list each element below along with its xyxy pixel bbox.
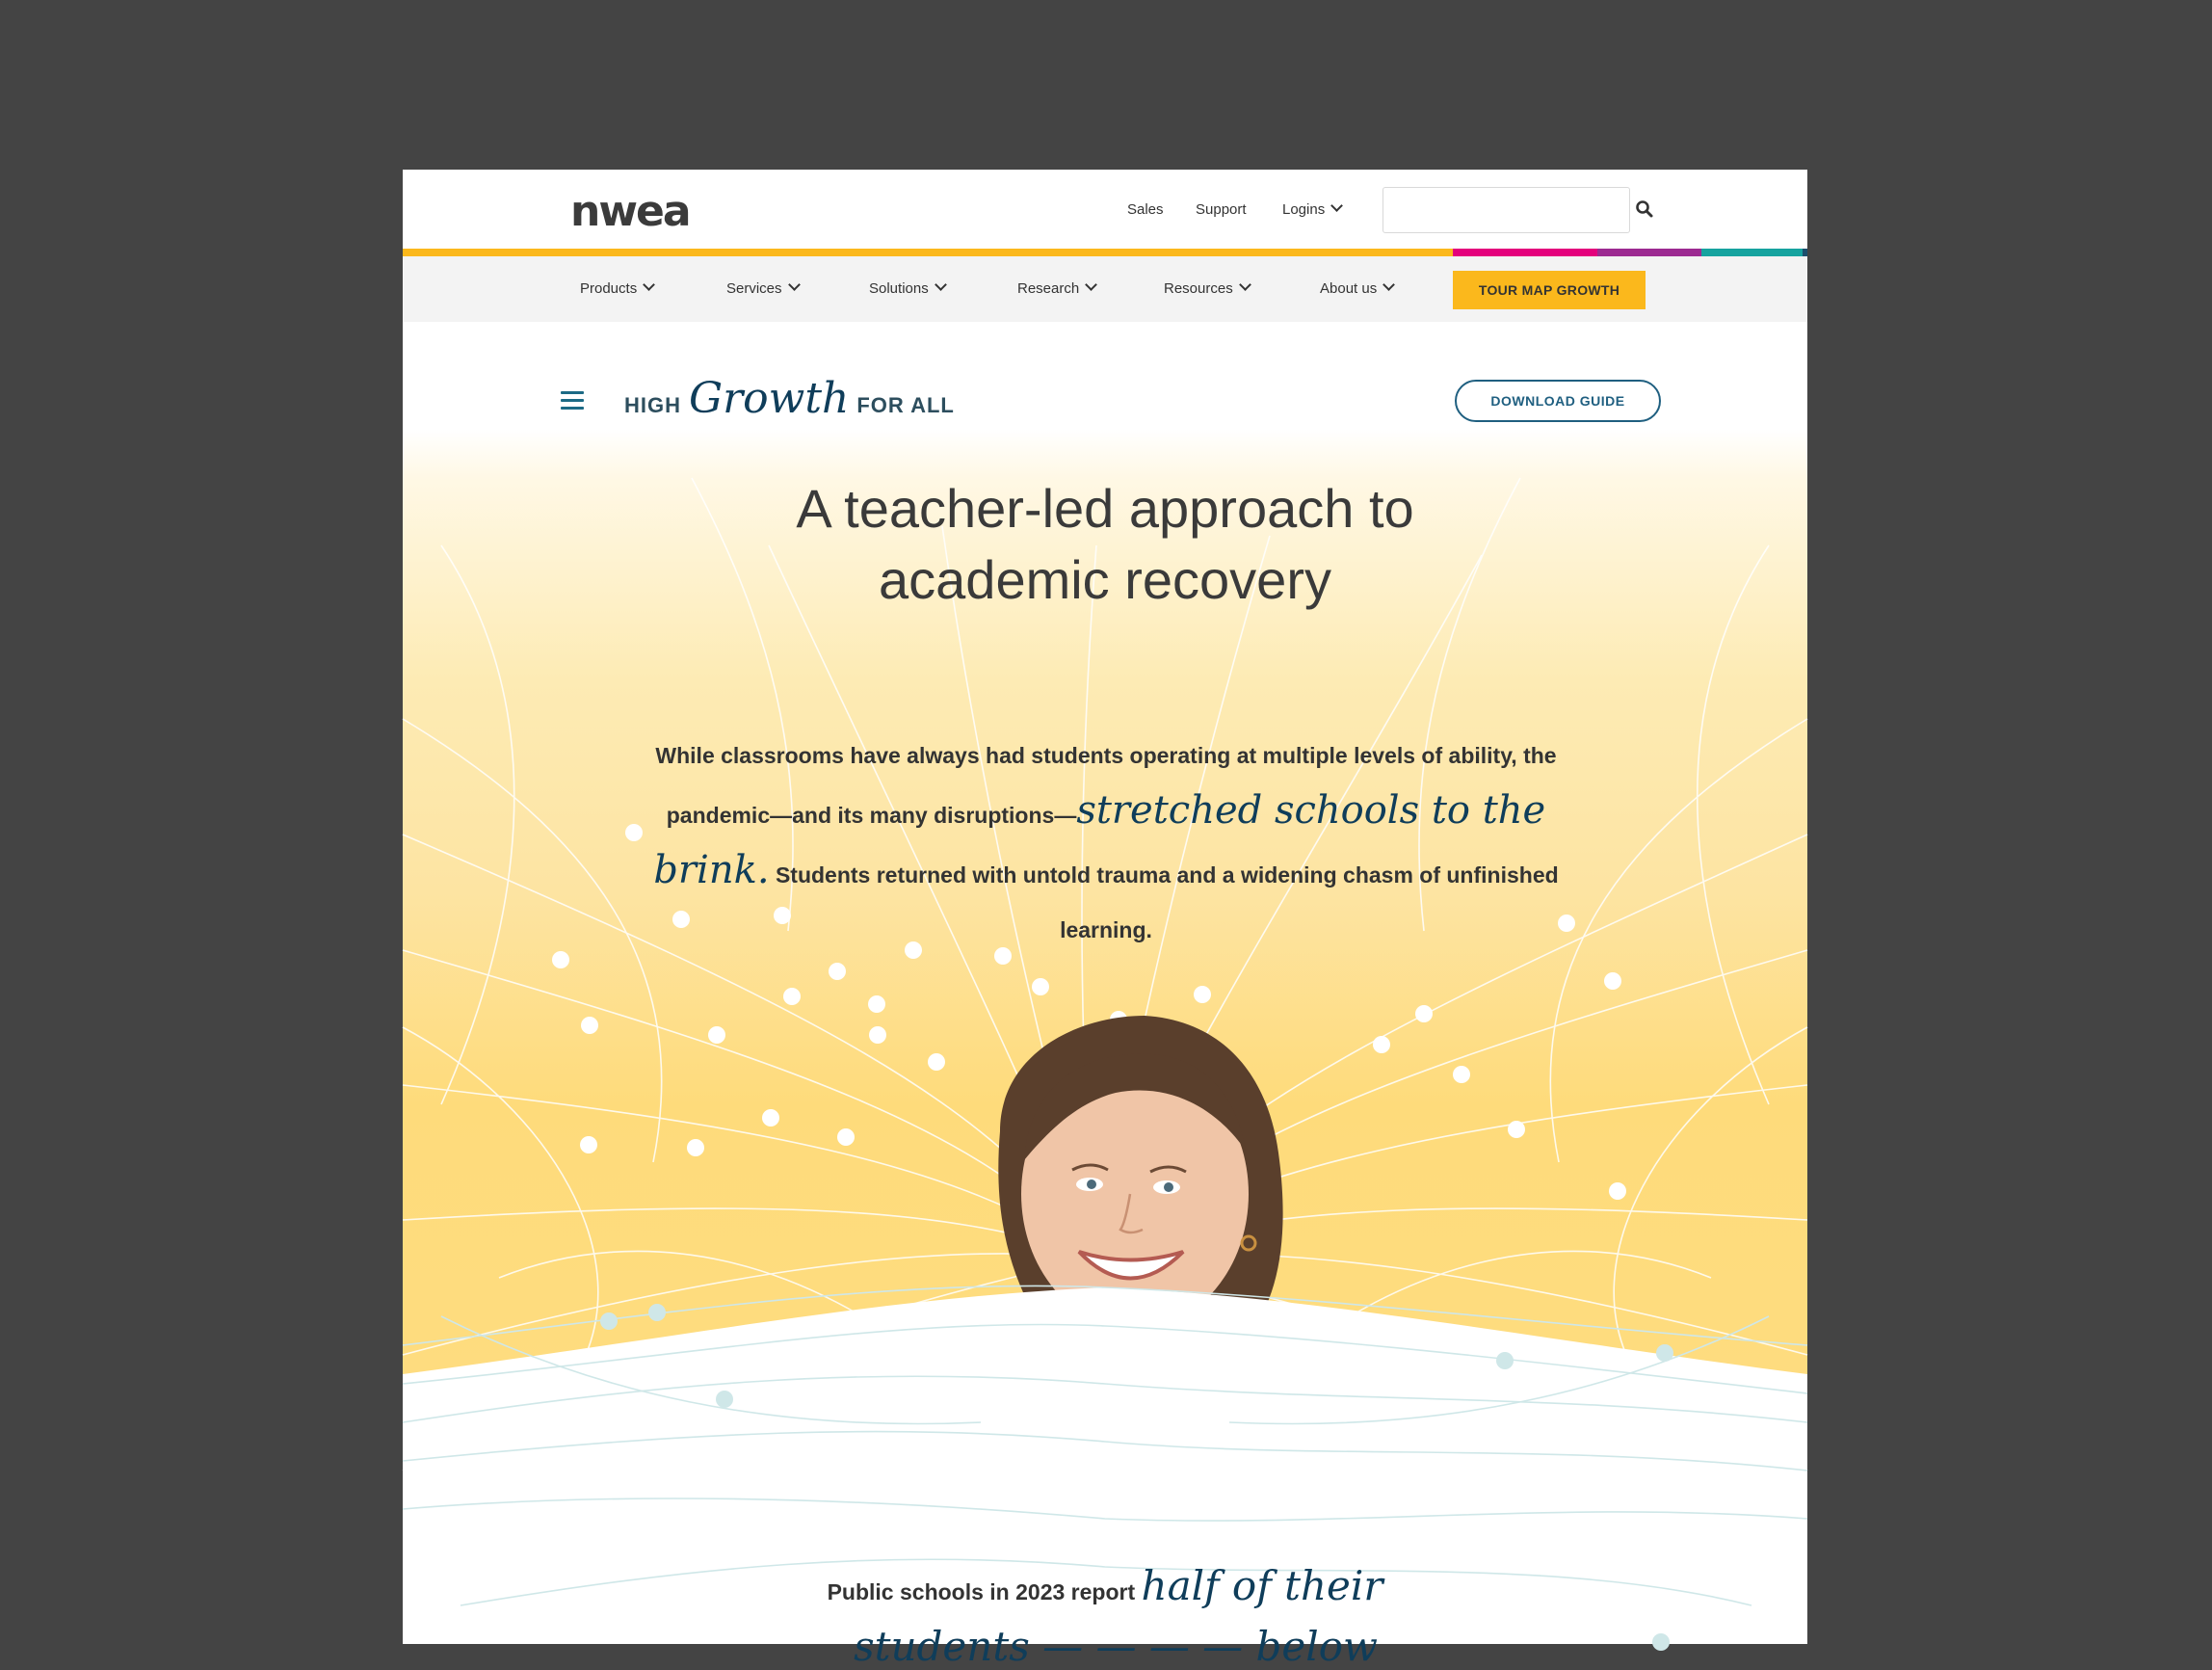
tour-map-growth-button[interactable]: TOUR MAP GROWTH <box>1453 271 1646 309</box>
chevron-down-icon <box>1085 278 1097 291</box>
campaign-title <box>624 374 955 424</box>
nav-services-label: Services <box>726 280 782 297</box>
nav-about-us-label: About us <box>1320 280 1378 297</box>
hero-heading-line2: academic recovery <box>879 549 1331 610</box>
nav-solutions-label: Solutions <box>869 280 929 297</box>
logins-label: Logins <box>1282 201 1326 218</box>
nav-solutions[interactable] <box>869 279 945 299</box>
nav-resources[interactable] <box>1164 279 1250 299</box>
stat-statement <box>692 1562 1518 1609</box>
campaign-high: HIGH <box>624 393 681 417</box>
nav-resources-label: Resources <box>1164 280 1233 297</box>
menu-hamburger-icon[interactable] <box>561 391 584 409</box>
download-guide-button[interactable]: DOWNLOAD GUIDE <box>1455 380 1661 422</box>
stripe-purple <box>1597 249 1701 256</box>
hero-paragraph-part2: Students returned with untold trauma and a widening chasm of unfinished learning. <box>769 862 1559 942</box>
stat-text-emphasis: half of their <box>1141 1562 1383 1609</box>
search-icon[interactable] <box>1634 199 1655 220</box>
nwea-logo[interactable]: nwea <box>570 187 690 236</box>
search-input[interactable] <box>1382 187 1630 233</box>
stripe-magenta <box>1453 249 1597 256</box>
stat-text-plain: Public schools in 2023 report <box>827 1579 1142 1604</box>
stripe-teal <box>1701 249 1803 256</box>
nav-about-us[interactable] <box>1320 279 1393 299</box>
support-link[interactable]: Support <box>1196 201 1247 218</box>
browser-page <box>403 170 1807 1670</box>
nav-services[interactable] <box>726 279 799 299</box>
nav-research[interactable] <box>1017 279 1095 299</box>
utility-header <box>403 170 1807 249</box>
nav-research-label: Research <box>1017 280 1080 297</box>
campaign-for-all: FOR ALL <box>856 393 955 417</box>
chevron-down-icon <box>1330 199 1343 212</box>
hero-paragraph-emphasis: stretched schools to the brink. <box>653 788 1546 892</box>
stripe-navy <box>1803 249 1807 256</box>
hero-heading-line1: A teacher-led approach to <box>796 478 1414 539</box>
chevron-down-icon <box>643 278 655 291</box>
chevron-down-icon <box>1239 278 1251 291</box>
nav-products[interactable] <box>580 279 653 299</box>
hero-heading <box>692 473 1518 616</box>
hero-paragraph <box>624 729 1588 958</box>
campaign-growth: Growth <box>689 374 850 423</box>
hero-paragraph-part1: While classrooms have always had students operating at multiple levels of ability, the pandemic—and its many disruptions— <box>655 743 1557 828</box>
brand-color-stripe <box>403 249 1807 256</box>
stat-statement-line2: students — — — — below <box>854 1623 1378 1670</box>
chevron-down-icon <box>788 278 801 291</box>
chevron-down-icon <box>935 278 947 291</box>
stripe-yellow <box>403 249 1453 256</box>
logins-link[interactable] <box>1282 200 1341 220</box>
nav-products-label: Products <box>580 280 638 297</box>
sales-link[interactable]: Sales <box>1127 201 1164 218</box>
chevron-down-icon <box>1382 278 1395 291</box>
